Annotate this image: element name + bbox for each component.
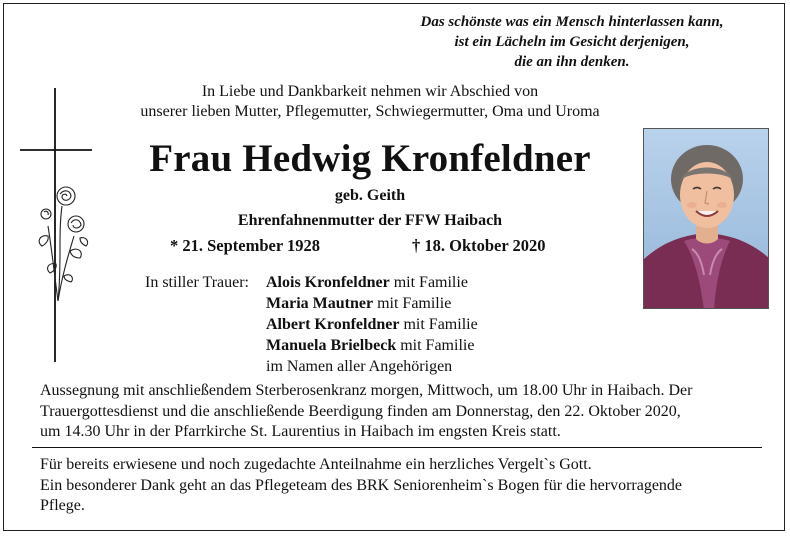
mourner-entry xyxy=(266,293,478,314)
mourner-name: Maria Mautner xyxy=(266,295,374,312)
service-line: Trauergottesdienst und die anschließende Beerdigung finden am Donnerstag, den 22. Oktober 2020, xyxy=(40,402,681,420)
maiden-name: geb. Geith xyxy=(334,187,406,204)
mourner-name: Albert Kronfeldner xyxy=(266,316,400,333)
mourner-suffix: mit Familie xyxy=(399,316,478,333)
mourner-name: Alois Kronfeldner xyxy=(266,274,390,291)
cross-with-roses-icon xyxy=(18,86,108,366)
motto xyxy=(362,12,782,72)
service-line: Aussegnung mit anschließendem Sterberosenkranz morgen, Mittwoch, um 18.00 Uhr in Haibach. Der xyxy=(40,382,693,399)
divider xyxy=(32,447,762,448)
thanks-line: Für bereits erwiesene und noch zugedachte Anteilnahme ein herzliches Vergelt`s Gott. xyxy=(40,456,592,473)
mourner-entry xyxy=(266,272,478,293)
honor-title: Ehrenfahnenmutter der FFW Haibach xyxy=(237,212,503,229)
portrait-photo xyxy=(643,128,769,309)
intro-text xyxy=(105,82,635,122)
mourner-suffix: mit Familie xyxy=(389,274,468,291)
thanks-line: Ein besonderer Dank geht an das Pflegeteam des BRK Seniorenheim`s Bogen für die hervorragende xyxy=(40,476,683,494)
intro-line: unserer lieben Mutter, Pflegemutter, Schwiegermutter, Oma und Uroma xyxy=(140,103,600,120)
deceased-name: Frau Hedwig Kronfeldner xyxy=(149,137,591,180)
mourner-entry xyxy=(266,335,478,356)
mourner-suffix: mit Familie xyxy=(373,295,452,312)
mourner-suffix: mit Familie xyxy=(396,337,475,354)
thanks-line: Pflege. xyxy=(40,497,85,514)
intro-line: In Liebe und Dankbarkeit nehmen wir Abschied von xyxy=(201,83,539,100)
birth-date: * 21. September 1928 xyxy=(170,236,321,255)
mourners-list xyxy=(266,272,478,377)
motto-line: ist ein Lächeln im Gesicht derjenigen, xyxy=(454,34,690,50)
mourner-entry xyxy=(266,314,478,335)
mourners-label: In stiller Trauer: xyxy=(145,274,249,291)
service-paragraph xyxy=(40,381,760,443)
portrait-image xyxy=(644,129,769,309)
thanks-paragraph xyxy=(40,455,760,517)
mourners-closing: im Namen aller Angehörigen xyxy=(266,358,453,375)
service-line: um 14.30 Uhr in der Pfarrkirche St. Laurentius in Haibach im engsten Kreis statt. xyxy=(40,423,561,440)
motto-line: Das schönste was ein Mensch hinterlassen kann, xyxy=(420,14,724,30)
death-date: † 18. Oktober 2020 xyxy=(412,236,546,255)
mourner-name: Manuela Brielbeck xyxy=(266,337,397,354)
motto-line: die an ihn denken. xyxy=(514,54,630,70)
